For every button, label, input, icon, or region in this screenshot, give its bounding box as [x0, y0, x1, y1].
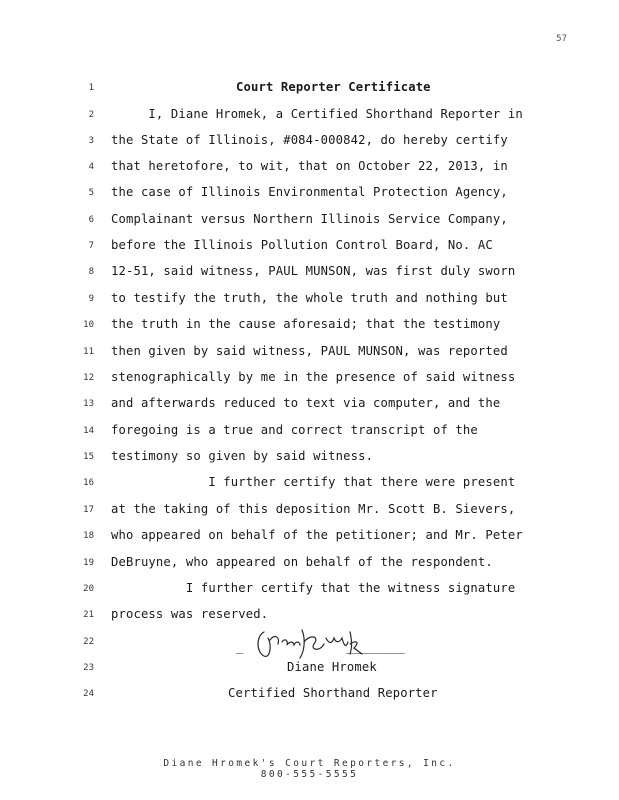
line-text: process was reserved. [111, 607, 269, 621]
transcript-line [0, 212, 619, 230]
transcript-line [0, 238, 619, 256]
footer-phone: 800-555-5555 [260, 769, 359, 780]
line-number: 12 [83, 373, 94, 383]
transcript-line [0, 555, 619, 573]
line-text: before the Illinois Pollution Control Board, No. AC [111, 238, 493, 252]
line-text: the case of Illinois Environmental Protection Agency, [111, 185, 508, 199]
transcript-line [0, 607, 619, 625]
line-number: 7 [88, 241, 94, 251]
line-text: Complainant versus Northern Illinois Service Company, [111, 212, 508, 226]
line-number: 4 [88, 162, 94, 172]
line-text: the truth in the cause aforesaid; that the testimony [111, 317, 501, 331]
transcript-line [0, 291, 619, 309]
line-number: 24 [83, 689, 94, 699]
line-text: at the taking of this deposition Mr. Scott B. Sievers, [111, 502, 516, 516]
line-number: 11 [83, 347, 94, 357]
line-text: the State of Illinois, #084-000842, do hereby certify [111, 133, 508, 147]
line-number: 19 [83, 558, 94, 568]
transcript-line [0, 581, 619, 599]
line-number: 14 [83, 426, 94, 436]
line-number: 16 [83, 478, 94, 488]
line-number: 9 [88, 294, 94, 304]
transcript-line [0, 80, 619, 98]
line-text: I further certify that the witness signature [111, 581, 516, 595]
transcript-line [0, 449, 619, 467]
page-number: 57 [556, 34, 567, 44]
line-number: 20 [83, 584, 94, 594]
signature-line: _ ________ [236, 640, 405, 654]
line-text: I, Diane Hromek, a Certified Shorthand Reporter in [111, 107, 523, 121]
line-text: then given by said witness, PAUL MUNSON, was reported [111, 344, 508, 358]
line-text: Court Reporter Certificate [236, 80, 431, 94]
line-number: 22 [83, 637, 94, 647]
transcript-line [0, 107, 619, 125]
transcript-line [0, 317, 619, 335]
line-text: 12-51, said witness, PAUL MUNSON, was first duly sworn [111, 264, 516, 278]
transcript-line [0, 502, 619, 520]
line-number: 8 [88, 267, 94, 277]
line-text: I further certify that there were present [111, 475, 516, 489]
transcript-line [0, 159, 619, 177]
handwritten-signature [250, 624, 375, 662]
transcript-line [0, 133, 619, 151]
transcript-line [0, 686, 619, 704]
line-number: 23 [83, 663, 94, 673]
transcript-line [0, 396, 619, 414]
line-text: that heretofore, to wit, that on October 22, 2013, in [111, 159, 508, 173]
line-text: who appeared on behalf of the petitioner; and Mr. Peter [111, 528, 523, 542]
line-text: and afterwards reduced to text via computer, and the [111, 396, 501, 410]
line-text: testimony so given by said witness. [111, 449, 374, 463]
line-number: 15 [83, 452, 94, 462]
footer-company: Diane Hromek's Court Reporters, Inc. [163, 758, 456, 769]
line-number: 1 [88, 83, 94, 93]
transcript-line [0, 660, 619, 678]
line-number: 6 [88, 215, 94, 225]
transcript-line [0, 423, 619, 441]
line-text: Diane Hromek [287, 660, 377, 674]
line-number: 21 [83, 610, 94, 620]
transcript-line [0, 185, 619, 203]
transcript-line [0, 528, 619, 546]
line-text: foregoing is a true and correct transcript of the [111, 423, 478, 437]
line-text: DeBruyne, who appeared on behalf of the respondent. [111, 555, 493, 569]
line-number: 2 [88, 110, 94, 120]
line-text: stenographically by me in the presence of said witness [111, 370, 516, 384]
line-number: 17 [83, 505, 94, 515]
line-text: Certified Shorthand Reporter [228, 686, 438, 700]
line-text: to testify the truth, the whole truth and nothing but [111, 291, 508, 305]
transcript-line [0, 370, 619, 388]
line-number: 13 [83, 399, 94, 409]
line-number: 18 [83, 531, 94, 541]
transcript-line [0, 475, 619, 493]
line-number: 5 [88, 188, 94, 198]
transcript-line [0, 264, 619, 282]
line-number: 3 [88, 136, 94, 146]
transcript-line [0, 344, 619, 362]
line-number: 10 [83, 320, 94, 330]
